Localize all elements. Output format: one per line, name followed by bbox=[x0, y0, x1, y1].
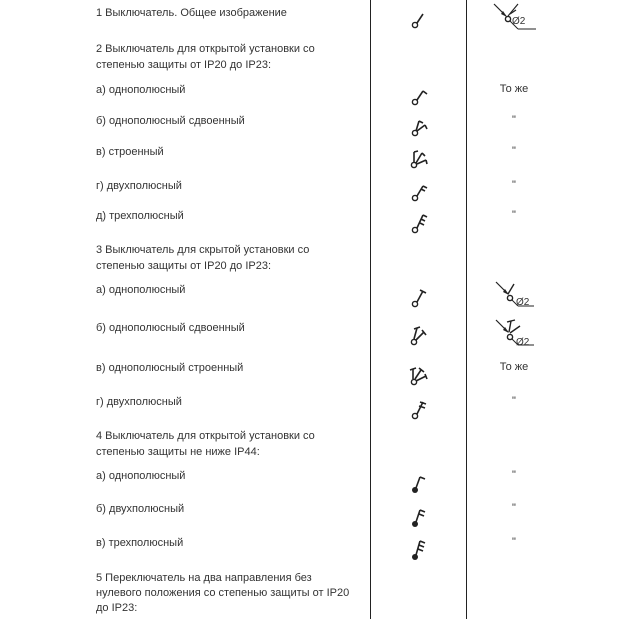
row-label: а) однополюсный bbox=[96, 284, 186, 296]
switch-ip44-two-pole-icon bbox=[408, 505, 432, 529]
row-label: б) двухполюсный bbox=[96, 503, 185, 515]
note: " bbox=[512, 209, 516, 221]
note: " bbox=[512, 145, 516, 157]
section-heading: степенью защиты не ниже IP44: bbox=[96, 446, 260, 458]
section-heading: нулевого положения со степенью защиты от IP20 bbox=[96, 587, 350, 599]
row-label: 1 Выключатель. Общее изображение bbox=[96, 7, 287, 19]
note: " bbox=[512, 179, 516, 191]
switch-open-twin-icon bbox=[408, 116, 432, 140]
section-heading: 3 Выключатель для скрытой установки со bbox=[96, 244, 310, 256]
note: " bbox=[512, 114, 516, 126]
row-label: в) однополюсный строенный bbox=[96, 362, 244, 374]
row-label: б) однополюсный сдвоенный bbox=[96, 322, 245, 334]
switch-open-three-pole-icon bbox=[408, 211, 432, 235]
column-divider-right bbox=[466, 0, 467, 619]
row-label: в) строенный bbox=[96, 146, 164, 158]
row-label: а) однополюсный bbox=[96, 470, 186, 482]
switch-open-single-pole-icon bbox=[408, 86, 432, 110]
switch-hidden-two-pole-icon bbox=[408, 398, 432, 422]
note: " bbox=[512, 395, 516, 407]
row-label: б) однополюсный сдвоенный bbox=[96, 115, 245, 127]
note: То же bbox=[499, 361, 529, 373]
row-label: г) двухполюсный bbox=[96, 180, 182, 192]
section-heading: степенью защиты от IP20 до IP23: bbox=[96, 59, 272, 71]
switch-ip44-three-pole-icon bbox=[408, 538, 432, 562]
section-heading: 2 Выключатель для открытой установки со bbox=[96, 43, 315, 55]
section-heading: степенью защиты от IP20 до IP23: bbox=[96, 260, 272, 272]
switch-hidden-single-pole-icon bbox=[408, 286, 432, 310]
section-heading: до IP23: bbox=[96, 602, 138, 614]
dimension-label: Ø2 bbox=[516, 297, 530, 308]
switch-open-triple-icon bbox=[406, 147, 432, 171]
dimension-label: Ø2 bbox=[512, 16, 526, 27]
switch-ip44-single-pole-icon bbox=[408, 472, 432, 496]
switch-open-two-pole-icon bbox=[408, 181, 432, 205]
dimension-label: Ø2 bbox=[516, 337, 530, 348]
section-heading: 5 Переключатель на два направления без bbox=[96, 572, 312, 584]
note: " bbox=[512, 536, 516, 548]
section-heading: 4 Выключатель для открытой установки со bbox=[96, 430, 315, 442]
row-label: а) однополюсный bbox=[96, 84, 186, 96]
switch-hidden-triple-icon bbox=[405, 364, 433, 388]
switch-general-icon bbox=[408, 8, 432, 32]
row-label: в) трехполюсный bbox=[96, 537, 184, 549]
row-label: г) двухполюсный bbox=[96, 396, 182, 408]
note: " bbox=[512, 469, 516, 481]
column-divider-left bbox=[370, 0, 371, 619]
note: То же bbox=[499, 83, 529, 95]
row-label: д) трехполюсный bbox=[96, 210, 184, 222]
note: " bbox=[512, 502, 516, 514]
switch-hidden-twin-icon bbox=[406, 323, 432, 349]
